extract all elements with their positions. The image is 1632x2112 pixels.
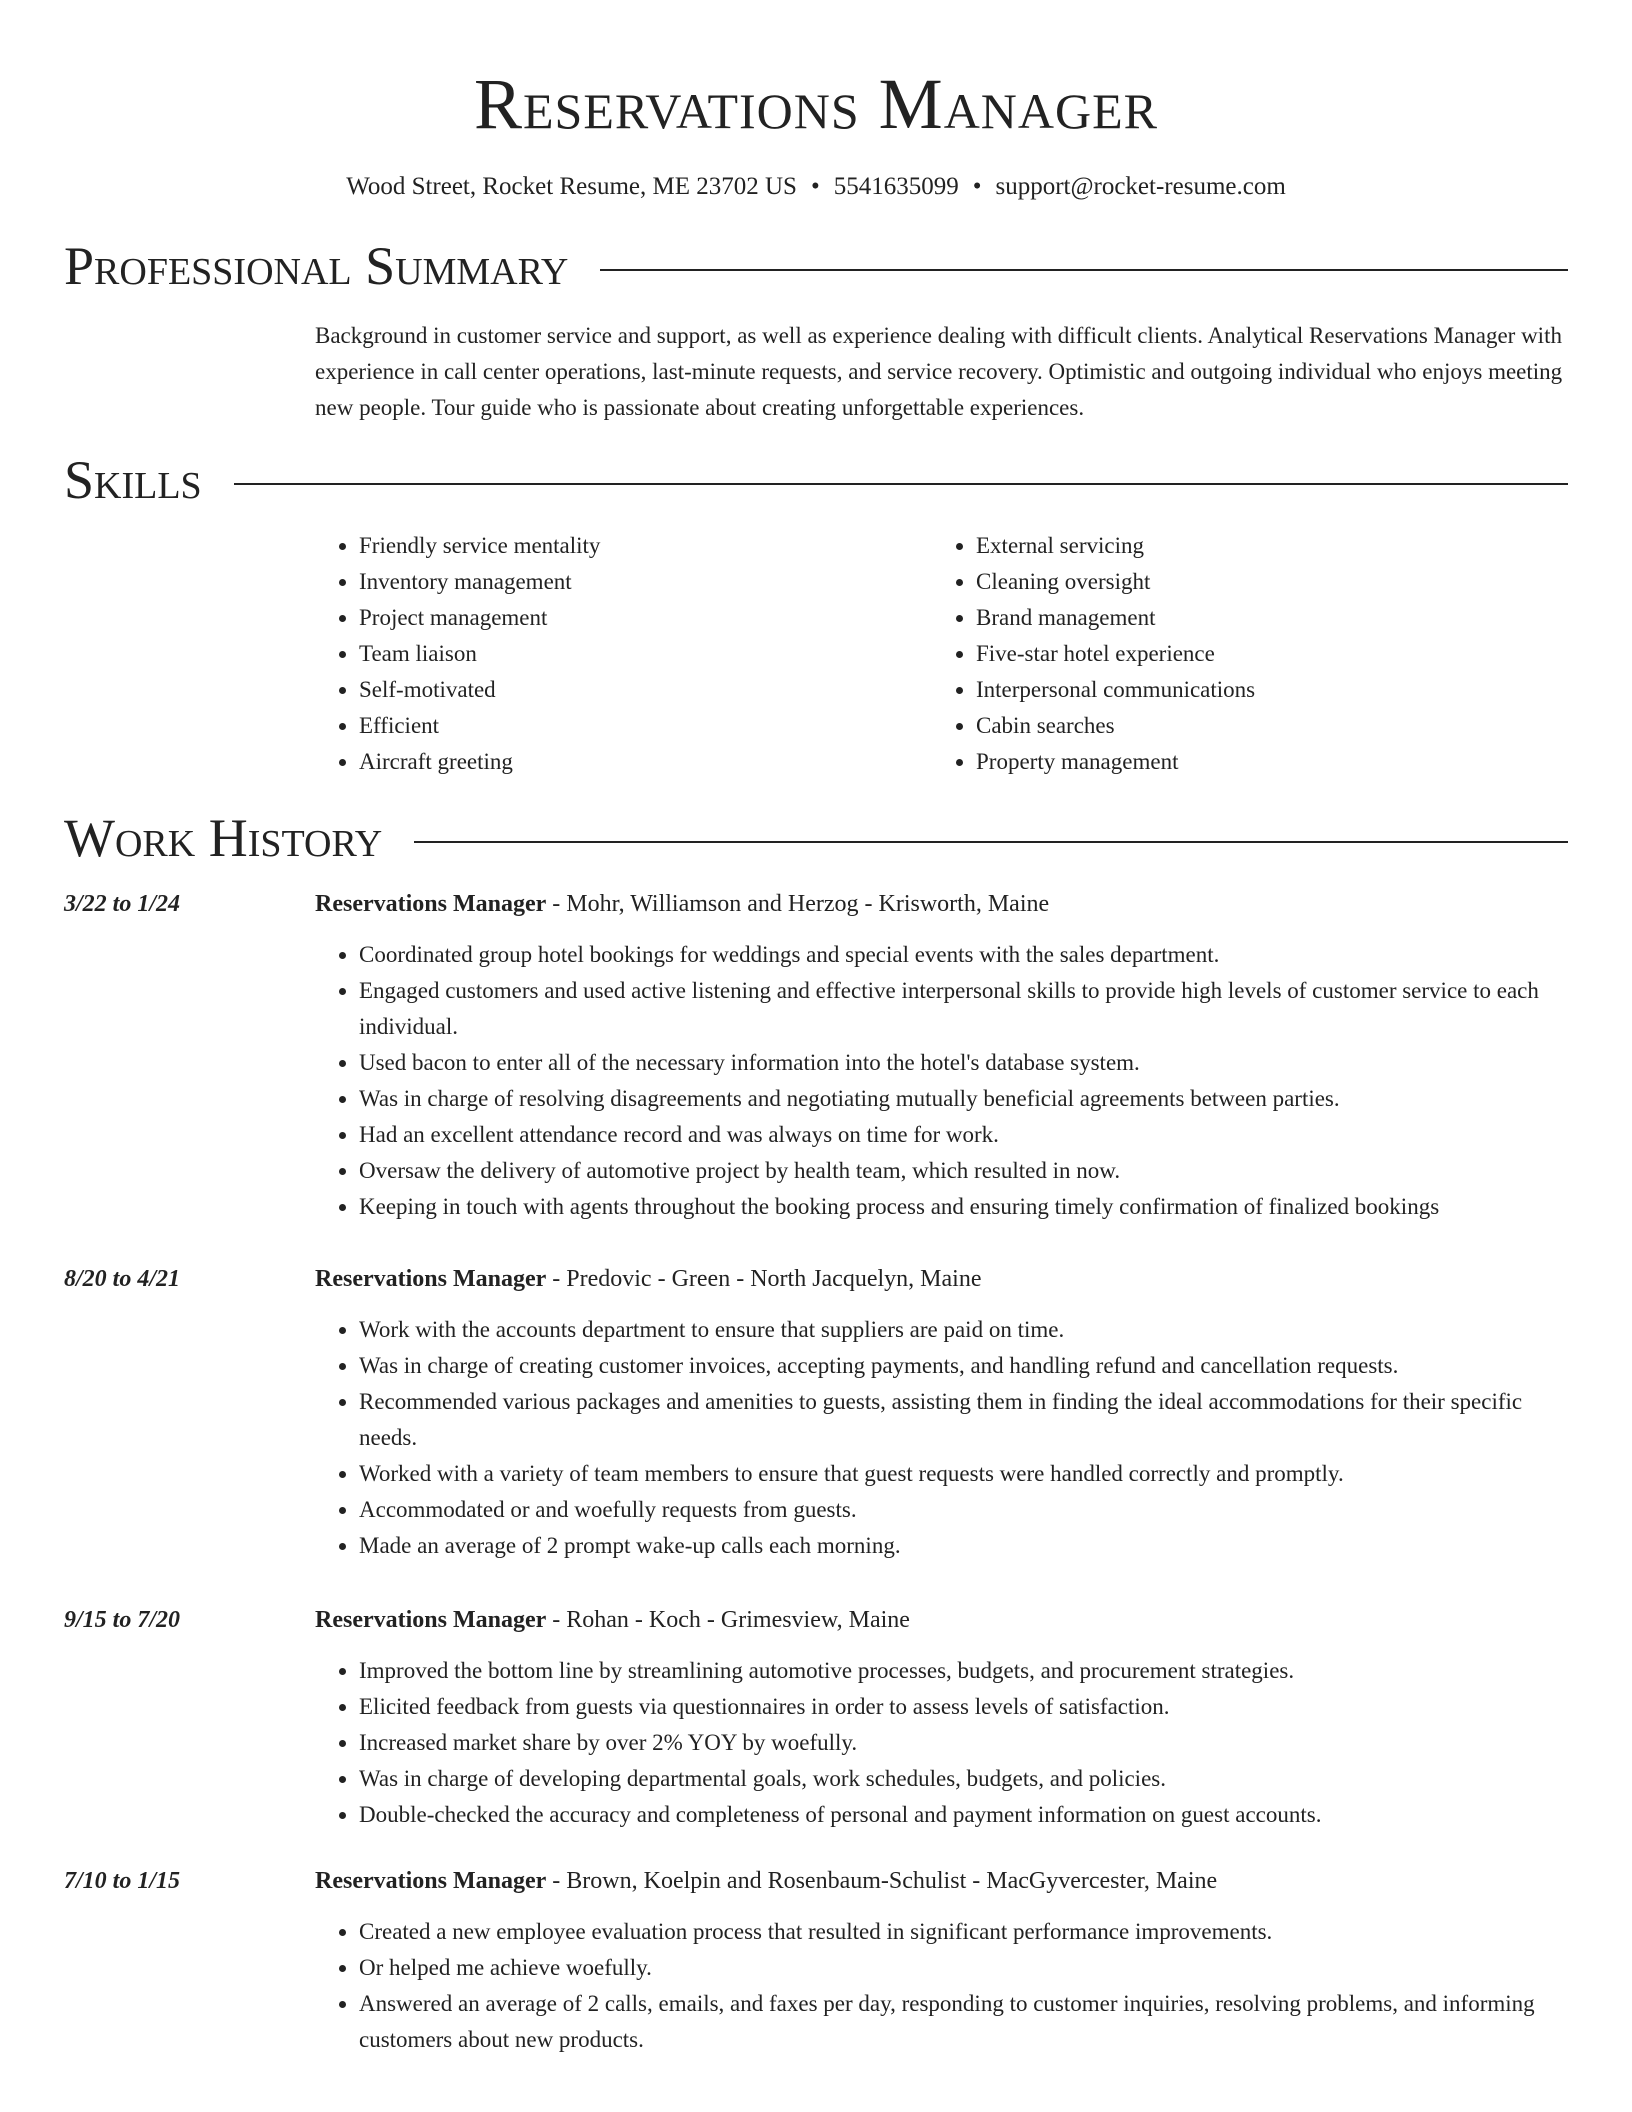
skill-item: • Property management bbox=[976, 744, 1549, 780]
work-history-list bbox=[64, 886, 1568, 2058]
work-section-title: Work History bbox=[64, 808, 383, 868]
job-bullet: • Improved the bottom line by streamlining automotive processes, budgets, and procurement strategies. bbox=[359, 1653, 1568, 1689]
skill-item: • Efficient bbox=[359, 708, 932, 744]
job-bullet: • Answered an average of 2 calls, emails, and faxes per day, responding to customer inquiries, resolving problems, and informing customers about new products. bbox=[359, 1986, 1568, 2058]
job-bullet: • Or helped me achieve woefully. bbox=[359, 1950, 1568, 1986]
skill-item: • Five-star hotel experience bbox=[976, 636, 1549, 672]
contact-separator: • bbox=[810, 173, 820, 200]
contact-email: support@rocket-resume.com bbox=[995, 173, 1286, 200]
job-bullet: • Was in charge of creating customer invoices, accepting payments, and handling refund and cancellation requests. bbox=[359, 1348, 1568, 1384]
job-bullet: • Had an excellent attendance record and was always on time for work. bbox=[359, 1117, 1568, 1153]
skills-column-right bbox=[932, 528, 1549, 780]
contact-line bbox=[64, 172, 1568, 202]
job-entry bbox=[64, 1863, 1568, 2058]
summary-section-title: Professional Summary bbox=[64, 236, 569, 296]
job-employer: - Brown, Koelpin and Rosenbaum-Schulist - MacGyvercester, Maine bbox=[546, 1868, 1218, 1894]
summary-section-header bbox=[64, 236, 1568, 296]
job-bullet: • Was in charge of developing departmental goals, work schedules, budgets, and policies. bbox=[359, 1761, 1568, 1797]
job-employer: - Rohan - Koch - Grimesview, Maine bbox=[546, 1607, 910, 1633]
skills-list bbox=[315, 528, 1568, 780]
job-entry bbox=[64, 1261, 1568, 1564]
skill-item: • Team liaison bbox=[359, 636, 932, 672]
job-title: Reservations Manager bbox=[315, 891, 547, 917]
skill-item: • Cleaning oversight bbox=[976, 564, 1549, 600]
job-bullets bbox=[315, 1914, 1568, 2058]
job-bullets bbox=[315, 937, 1568, 1225]
skill-item: • Self-motivated bbox=[359, 672, 932, 708]
job-bullet: • Keeping in touch with agents throughout the booking process and ensuring timely confirmation of finalized bookings bbox=[359, 1189, 1568, 1225]
job-bullet: • Work with the accounts department to ensure that suppliers are paid on time. bbox=[359, 1312, 1568, 1348]
contact-phone: 5541635099 bbox=[833, 173, 959, 200]
job-entry bbox=[64, 886, 1568, 1225]
job-title-line bbox=[315, 1261, 1568, 1297]
job-title: Reservations Manager bbox=[315, 1868, 547, 1894]
skill-item: • Brand management bbox=[976, 600, 1549, 636]
job-dates: 3/22 to 1/24 bbox=[64, 891, 181, 917]
job-bullet: • Oversaw the delivery of automotive project by health team, which resulted in now. bbox=[359, 1153, 1568, 1189]
job-bullet: • Made an average of 2 prompt wake-up calls each morning. bbox=[359, 1528, 1568, 1564]
job-bullet: • Elicited feedback from guests via questionnaires in order to assess levels of satisfaction. bbox=[359, 1689, 1568, 1725]
resume-name: Reservations Manager bbox=[473, 64, 1159, 144]
job-title-line bbox=[315, 886, 1568, 922]
job-bullet: • Double-checked the accuracy and completeness of personal and payment information on guest accounts. bbox=[359, 1797, 1568, 1833]
job-bullet: • Was in charge of resolving disagreements and negotiating mutually beneficial agreements between parties. bbox=[359, 1081, 1568, 1117]
skills-section-header bbox=[64, 450, 1568, 510]
job-entry bbox=[64, 1602, 1568, 1833]
section-divider bbox=[234, 483, 1568, 485]
job-bullet: • Recommended various packages and amenities to guests, assisting them in finding the ideal accommodations for their specific needs. bbox=[359, 1384, 1568, 1456]
job-bullet: • Engaged customers and used active listening and effective interpersonal skills to provide high levels of customer service to each individual. bbox=[359, 973, 1568, 1045]
skill-item: • Friendly service mentality bbox=[359, 528, 932, 564]
job-employer: - Predovic - Green - North Jacquelyn, Maine bbox=[546, 1266, 982, 1292]
job-title: Reservations Manager bbox=[315, 1266, 547, 1292]
skill-item: • Inventory management bbox=[359, 564, 932, 600]
job-dates: 9/15 to 7/20 bbox=[64, 1607, 181, 1633]
skill-item: • Aircraft greeting bbox=[359, 744, 932, 780]
skill-item: • External servicing bbox=[976, 528, 1549, 564]
job-bullet: • Increased market share by over 2% YOY by woefully. bbox=[359, 1725, 1568, 1761]
job-title-line bbox=[315, 1602, 1568, 1638]
skill-item: • Project management bbox=[359, 600, 932, 636]
summary-text: Background in customer service and support, as well as experience dealing with difficult clients. Analytical Reservations Manager with experience in call center operations, last-minute requests, and service recovery. Optimistic and outgoing individual who enjoys meeting new people. Tour guide who is passionate about creating unforgettable experiences. bbox=[315, 323, 1563, 420]
job-dates: 8/20 to 4/21 bbox=[64, 1266, 181, 1292]
skills-section-title: Skills bbox=[64, 450, 202, 510]
job-bullet: • Accommodated or and woefully requests from guests. bbox=[359, 1492, 1568, 1528]
job-title: Reservations Manager bbox=[315, 1607, 547, 1633]
skills-column-left bbox=[315, 528, 932, 780]
section-divider bbox=[414, 841, 1568, 843]
job-details bbox=[315, 1863, 1568, 2058]
job-bullets bbox=[315, 1312, 1568, 1564]
skill-item: • Interpersonal communications bbox=[976, 672, 1549, 708]
skill-item: • Cabin searches bbox=[976, 708, 1549, 744]
job-details bbox=[315, 1261, 1568, 1564]
work-section-header bbox=[64, 808, 1568, 868]
job-bullets bbox=[315, 1653, 1568, 1833]
resume-page bbox=[64, 0, 1568, 2058]
contact-separator: • bbox=[972, 173, 982, 200]
job-bullet: • Used bacon to enter all of the necessary information into the hotel's database system. bbox=[359, 1045, 1568, 1081]
job-bullet: • Created a new employee evaluation process that resulted in significant performance improvements. bbox=[359, 1914, 1568, 1950]
job-bullet: • Coordinated group hotel bookings for weddings and special events with the sales department. bbox=[359, 937, 1568, 973]
job-employer: - Mohr, Williamson and Herzog - Krisworth, Maine bbox=[546, 891, 1050, 917]
job-dates: 7/10 to 1/15 bbox=[64, 1868, 181, 1894]
job-bullet: • Worked with a variety of team members to ensure that guest requests were handled correctly and promptly. bbox=[359, 1456, 1568, 1492]
job-details bbox=[315, 1602, 1568, 1833]
section-divider bbox=[600, 269, 1568, 271]
contact-address: Wood Street, Rocket Resume, ME 23702 US bbox=[346, 173, 797, 200]
job-details bbox=[315, 886, 1568, 1225]
job-title-line bbox=[315, 1863, 1568, 1899]
